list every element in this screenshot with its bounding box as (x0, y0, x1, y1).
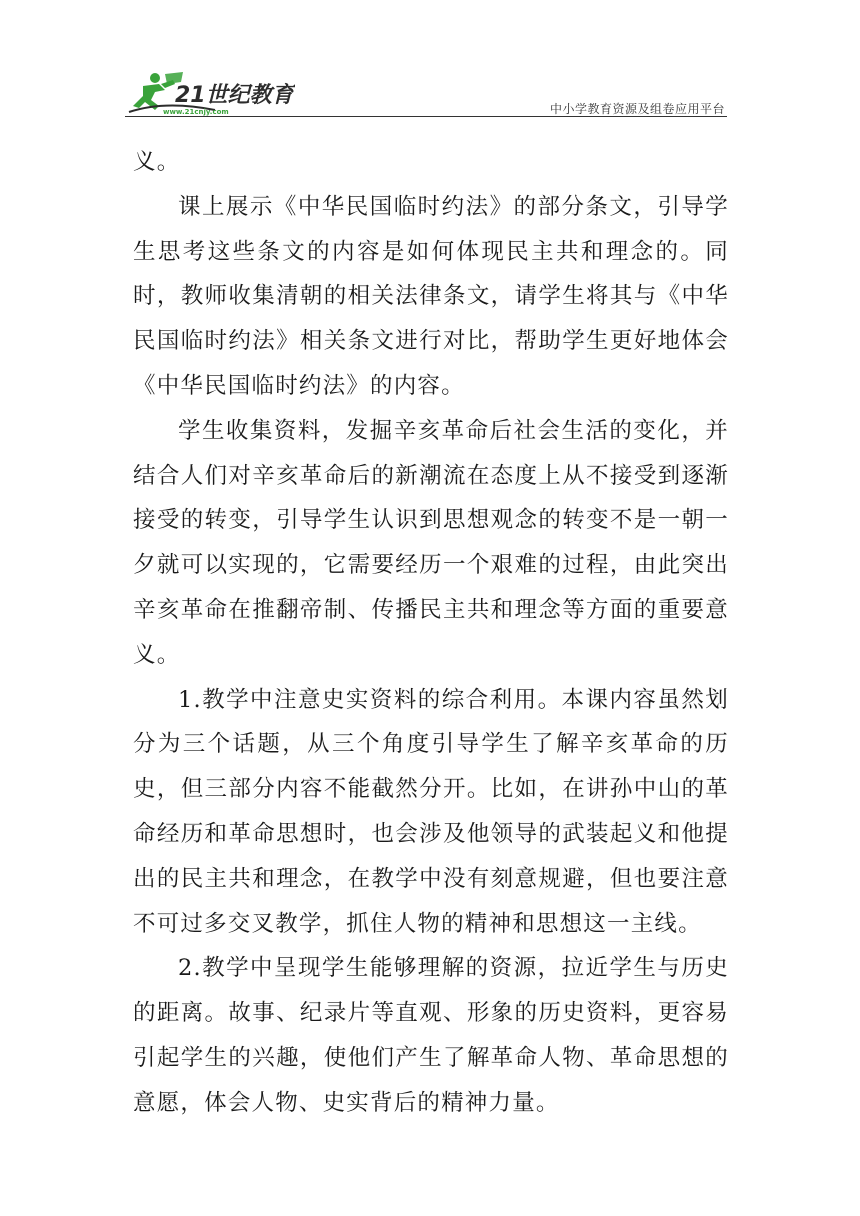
document-body (133, 140, 729, 1126)
logo-text: 21世纪教育 (175, 83, 294, 108)
logo-url: www.21cnjy.com (163, 108, 229, 116)
paragraph-reflection-1: 1.教学中注意史实资料的综合利用。本课内容虽然划分为三个话题，从三个角度引导学生了解辛亥革命的历史，但三部分内容不能截然分开。比如，在讲孙中山的革命经历和革命思想时，也会涉及他领导的武装起义和他提出的民主共和理念，在教学中没有刻意规避，但也要注意不可过多交叉教学，抓住人物的精神和思想这一主线。 (133, 686, 729, 937)
paragraph-social-change: 学生收集资料，发掘辛亥革命后社会生活的变化，并结合人们对辛亥革命后的新潮流在态度上从不接受到逐渐接受的转变，引导学生认识到思想观念的转变不是一朝一夕就可以实现的，它需要经历一个艰难的过程，由此突出辛亥革命在推翻帝制、传播民主共和理念等方面的重要意义。 (133, 417, 729, 668)
runner-logo-icon (125, 70, 295, 116)
paragraph-constitution: 课上展示《中华民国临时约法》的部分条文，引导学生思考这些条文的内容是如何体现民主共和理念的。同时，教师收集清朝的相关法律条文，请学生将其与《中华民国临时约法》相关条文进行对比，帮助学生更好地体会《中华民国临时约法》的内容。 (133, 193, 729, 399)
paragraph-continuation: 义。 (133, 149, 181, 175)
page-header (125, 70, 727, 118)
header-divider (125, 116, 727, 117)
site-logo[interactable] (125, 70, 295, 116)
paragraph-reflection-2: 2.教学中呈现学生能够理解的资源，拉近学生与历史的距离。故事、纪录片等直观、形象的历史资料，更容易引起学生的兴趣，使他们产生了解革命人物、革命思想的意愿，体会人物、史实背后的精神力量。 (133, 955, 729, 1116)
site-tagline: 中小学教育资源及组卷应用平台 (549, 102, 725, 116)
